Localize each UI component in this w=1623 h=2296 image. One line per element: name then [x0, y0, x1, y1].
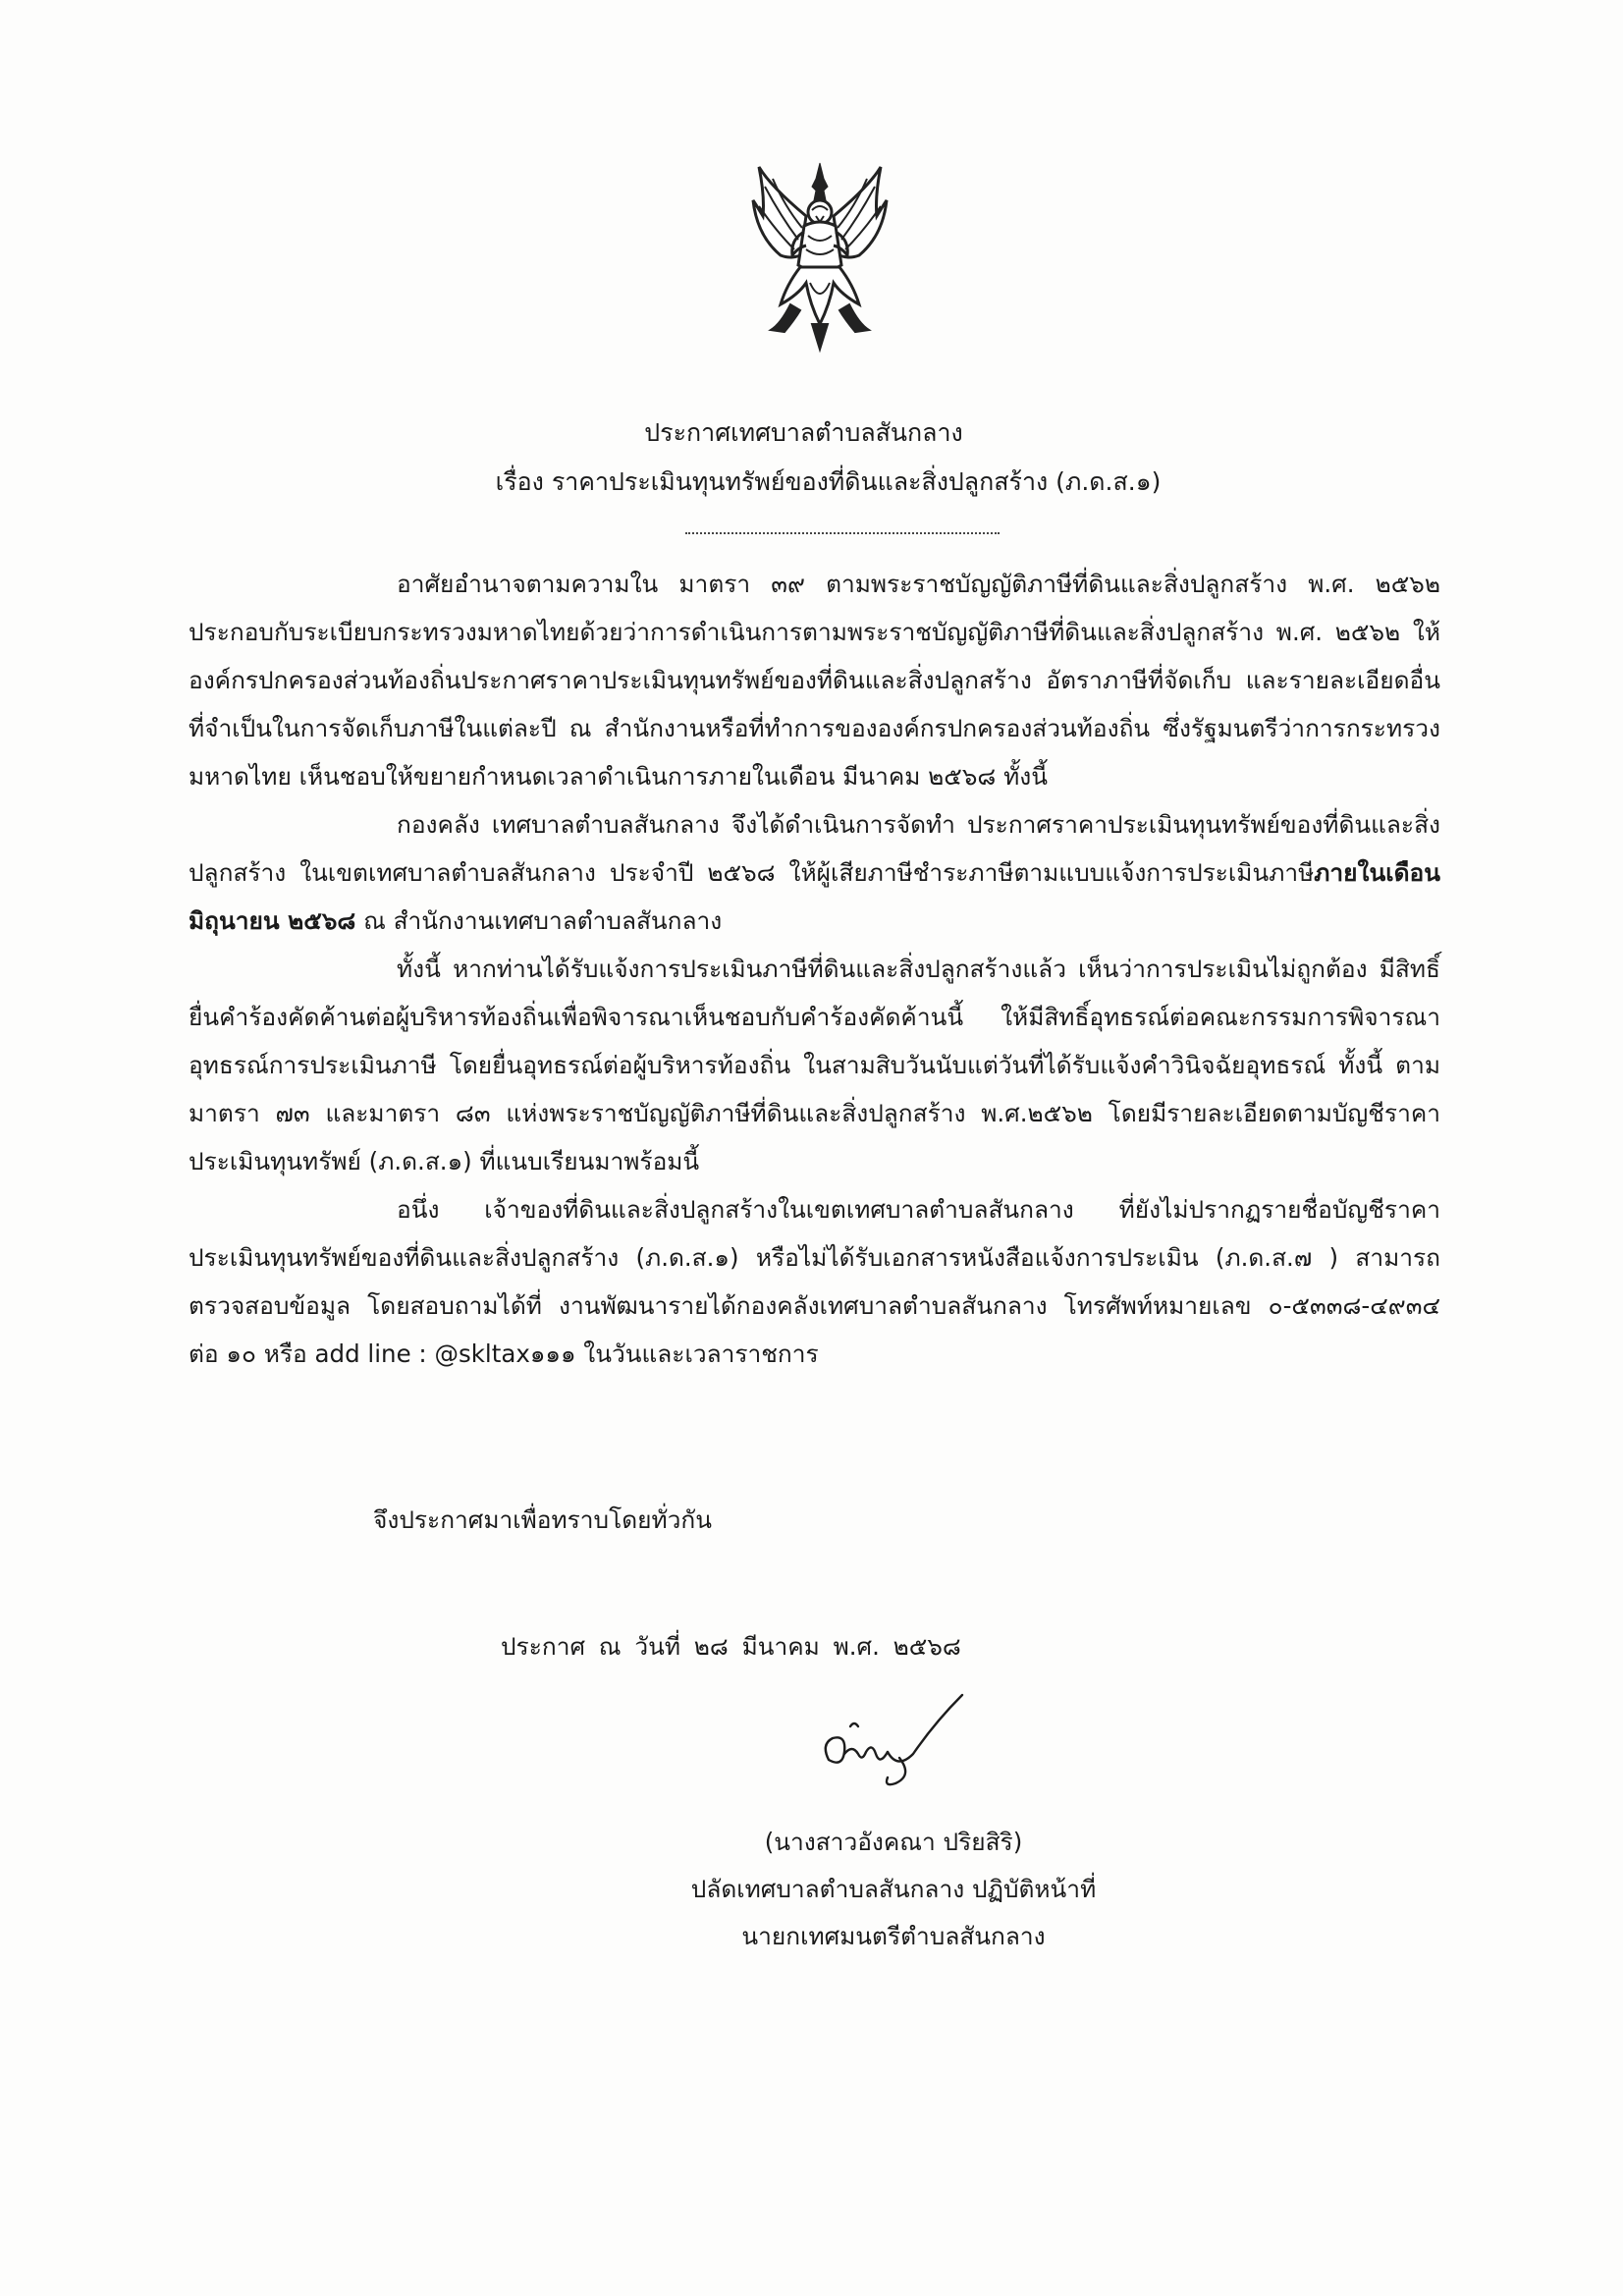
announcement-title: ประกาศเทศบาลตำบลสันกลาง — [644, 418, 963, 447]
body-paragraph-4: อนึ่ง เจ้าของที่ดินและสิ่งปลูกสร้างในเขตเทศบาลตำบลสันกลาง ที่ยังไม่ปรากฏรายชื่อบัญชีราคาประเมินทุนทรัพย์ของที่ดินและสิ่งปลูกสร้าง (ภ.ด.ส.๑) หรือไม่ได้รับเอกสารหนังสือแจ้งการประเมิน (ภ.ด.ส.๗ ) สามารถตรวจสอบข้อมูล โดยสอบถามได้ที่ งานพัฒนารายได้กองคลังเทศบาลตำบลสันกลาง โทรศัพท์หมายเลข ๐-๕๓๓๘-๔๙๓๔ ต่อ ๑๐ หรือ add line : @skltax๑๑๑ ในวันและเวลาราชการ — [189, 1195, 1440, 1368]
signer-position: ปลัดเทศบาลตำบลสันกลาง ปฏิบัติหน้าที่ — [690, 1875, 1097, 1903]
announcement-subject: เรื่อง ราคาประเมินทุนทรัพย์ของที่ดินและสิ่งปลูกสร้าง (ภ.ด.ส.๑) — [495, 467, 1162, 496]
signer-block — [550, 1819, 1237, 1960]
title-divider — [685, 532, 1000, 534]
announcement-date: ประกาศ ณ วันที่ ๒๘ มีนาคม พ.ศ. ๒๕๖๘ — [501, 1632, 961, 1661]
signer-acting-position: นายกเทศมนตรีตำบลสันกลาง — [741, 1922, 1046, 1950]
announcement-body — [189, 560, 1440, 1378]
garuda-emblem-icon — [751, 157, 889, 354]
body-paragraph-1: อาศัยอำนาจตามความใน มาตรา ๓๙ ตามพระราชบัญญัติภาษีที่ดินและสิ่งปลูกสร้าง พ.ศ. ๒๕๖๒ ประกอบกับระเบียบกระทรวงมหาดไทยด้วยว่าการดำเนินการตามพระราชบัญญัติภาษีที่ดินและสิ่งปลูกสร้าง พ.ศ. ๒๕๖๒ ให้องค์กรปกครองส่วนท้องถิ่นประกาศราคาประเมินทุนทรัพย์ของที่ดินและสิ่งปลูกสร้าง อัตราภาษีที่จัดเก็บ และรายละเอียดอื่นที่จำเป็นในการจัดเก็บภาษีในแต่ละปี ณ สำนักงานหรือที่ทำการขององค์กรปกครองส่วนท้องถิ่น ซึ่งรัฐมนตรีว่าการกระทรวงมหาดไทย เห็นชอบให้ขยายกำหนดเวลาดำเนินการภายในเดือน มีนาคม ๒๕๖๘ ทั้งนี้ — [189, 570, 1440, 791]
deadline-highlight: ภายในเดือน มิถุนายน ๒๕๖๘ — [189, 858, 1440, 935]
closing-statement: จึงประกาศมาเพื่อทราบโดยทั่วกัน — [373, 1505, 713, 1534]
signer-name: (นางสาวอังคณา ปริยสิริ) — [764, 1828, 1023, 1856]
body-paragraph-2: กองคลัง เทศบาลตำบลสันกลาง จึงได้ดำเนินการจัดทำ ประกาศราคาประเมินทุนทรัพย์ของที่ดินและสิ่งปลูกสร้าง ในเขตเทศบาลตำบลสันกลาง ประจำปี ๒๕๖๘ ให้ผู้เสียภาษีชำระภาษีตามแบบแจ้งการประเมินภาษีภายในเดือน มิถุนายน ๒๕๖๘ ณ สำนักงานเทศบาลตำบลสันกลาง — [189, 810, 1440, 935]
body-paragraph-3: ทั้งนี้ หากท่านได้รับแจ้งการประเมินภาษีที่ดินและสิ่งปลูกสร้างแล้ว เห็นว่าการประเมินไม่ถูกต้อง มีสิทธิ์ยื่นคำร้องคัดค้านต่อผู้บริหารท้องถิ่นเพื่อพิจารณาเห็นชอบกับคำร้องคัดค้านนี้ ให้มีสิทธิ์อุทธรณ์ต่อคณะกรรมการพิจารณาอุทธรณ์การประเมินภาษี โดยยื่นอุทธรณ์ต่อผู้บริหารท้องถิ่น ในสามสิบวันนับแต่วันที่ได้รับแจ้งคำวินิจฉัยอุทธรณ์ ทั้งนี้ ตามมาตรา ๗๓ และมาตรา ๘๓ แห่งพระราชบัญญัติภาษีที่ดินและสิ่งปลูกสร้าง พ.ศ.๒๕๖๒ โดยมีรายละเอียดตามบัญชีราคาประเมินทุนทรัพย์ (ภ.ด.ส.๑) ที่แนบเรียนมาพร้อมนี้ — [189, 955, 1440, 1175]
handwritten-signature — [815, 1689, 992, 1797]
